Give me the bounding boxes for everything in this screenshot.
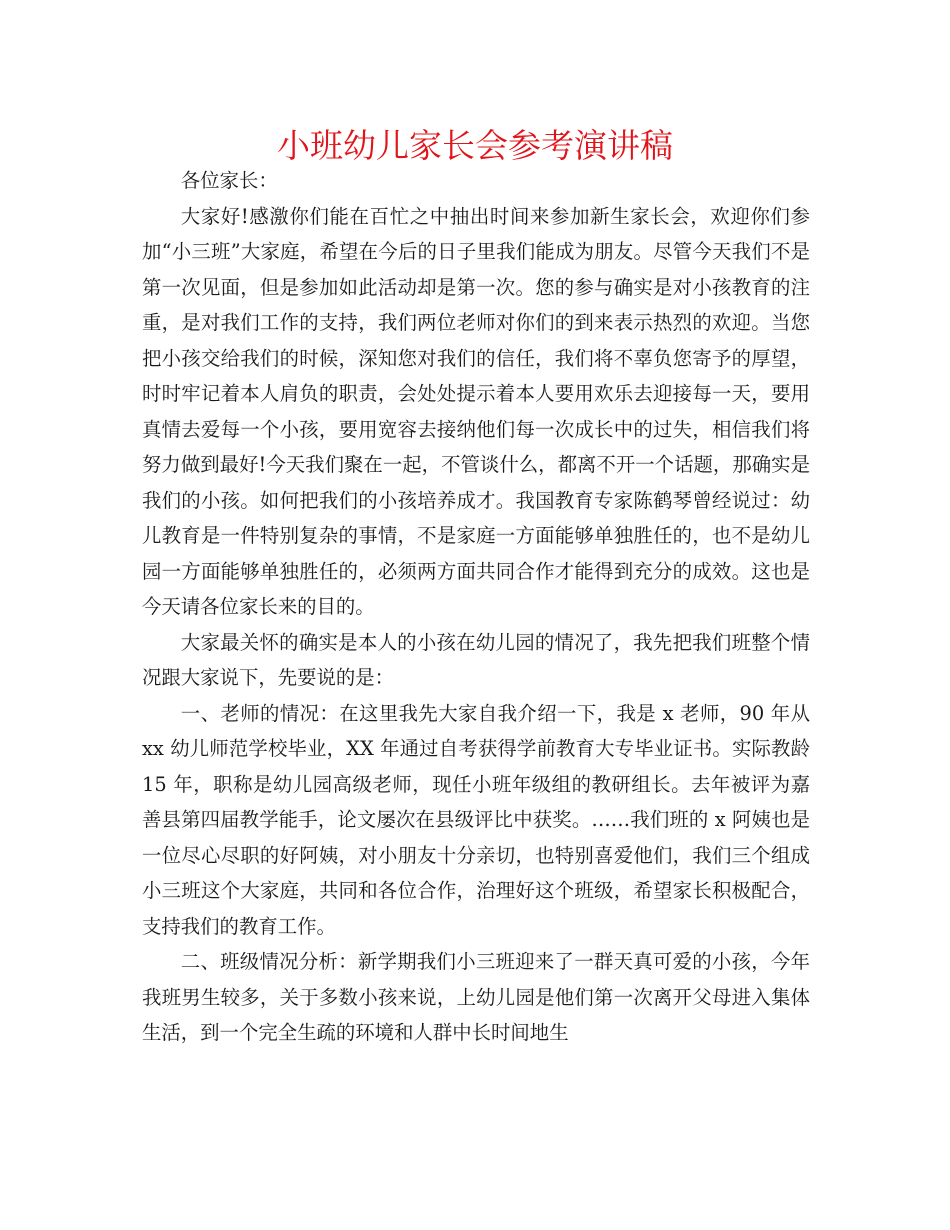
body-paragraph: 大家最关怀的确实是本人的小孩在幼儿园的情况了，我先把我们班整个情况跟大家说下，先要说的是： (142, 630, 810, 689)
body-paragraph: 大家好!感激你们能在百忙之中抽出时间来参加新生家长会，欢迎你们参加“小三班”大家庭，希望在今后的日子里我们能成为朋友。尽管今天我们不是第一次见面，但是参加如此活动却是第一次。您的参与确实是对小孩教育的注重，是对我们工作的支持，我们两位老师对你们的到来表示热烈的欢迎。当您把小孩交给我们的时候，深知您对我们的信任，我们将不辜负您寄予的厚望，时时牢记着本人肩负的职责，会处处提示着本人要用欢乐去迎接每一天，要用真情去爱每一个小孩，要用宽容去接纳他们每一次成长中的过失，相信我们将努力做到最好!今天我们聚在一起，不管谈什么，都离不开一个话题，那确实是我们的小孩。如何把我们的小孩培养成才。我国教育专家陈鹤琴曾经说过：幼儿教育是一件特别复杂的事情，不是家庭一方面能够单独胜任的，也不是幼儿园一方面能够单独胜任的，必须两方面共同合作才能得到充分的成效。这也是今天请各位家长来的目的。 (142, 204, 810, 618)
body-paragraph: 二、班级情况分析：新学期我们小三班迎来了一群天真可爱的小孩，今年我班男生较多，关于多数小孩来说，上幼儿园是他们第一次离开父母进入集体生活，到一个完全生疏的环境和人群中长时间地生 (142, 950, 810, 1044)
document-body (142, 163, 810, 1051)
salutation-paragraph: 各位家长： (180, 169, 278, 192)
document-title: 小班幼儿家长会参考演讲稿 (277, 126, 673, 165)
body-paragraph: 一、老师的情况：在这里我先大家自我介绍一下，我是 x 老师，90 年从 xx 幼儿师范学校毕业，XX 年通过自考获得学前教育大专毕业证书。实际教龄 15 年，职称是幼儿园高级老师，现任小班年级组的教研组长。去年被评为嘉善县第四届教学能手，论文屡次在县级评比中获奖。……我们班的 x 阿姨也是一位尽心尽职的好阿姨，对小朋友十分亲切，也特别喜爱他们，我们三个组成小三班这个大家庭，共同和各位合作，治理好这个班级，希望家长积极配合，支持我们的教育工作。 (142, 701, 810, 938)
